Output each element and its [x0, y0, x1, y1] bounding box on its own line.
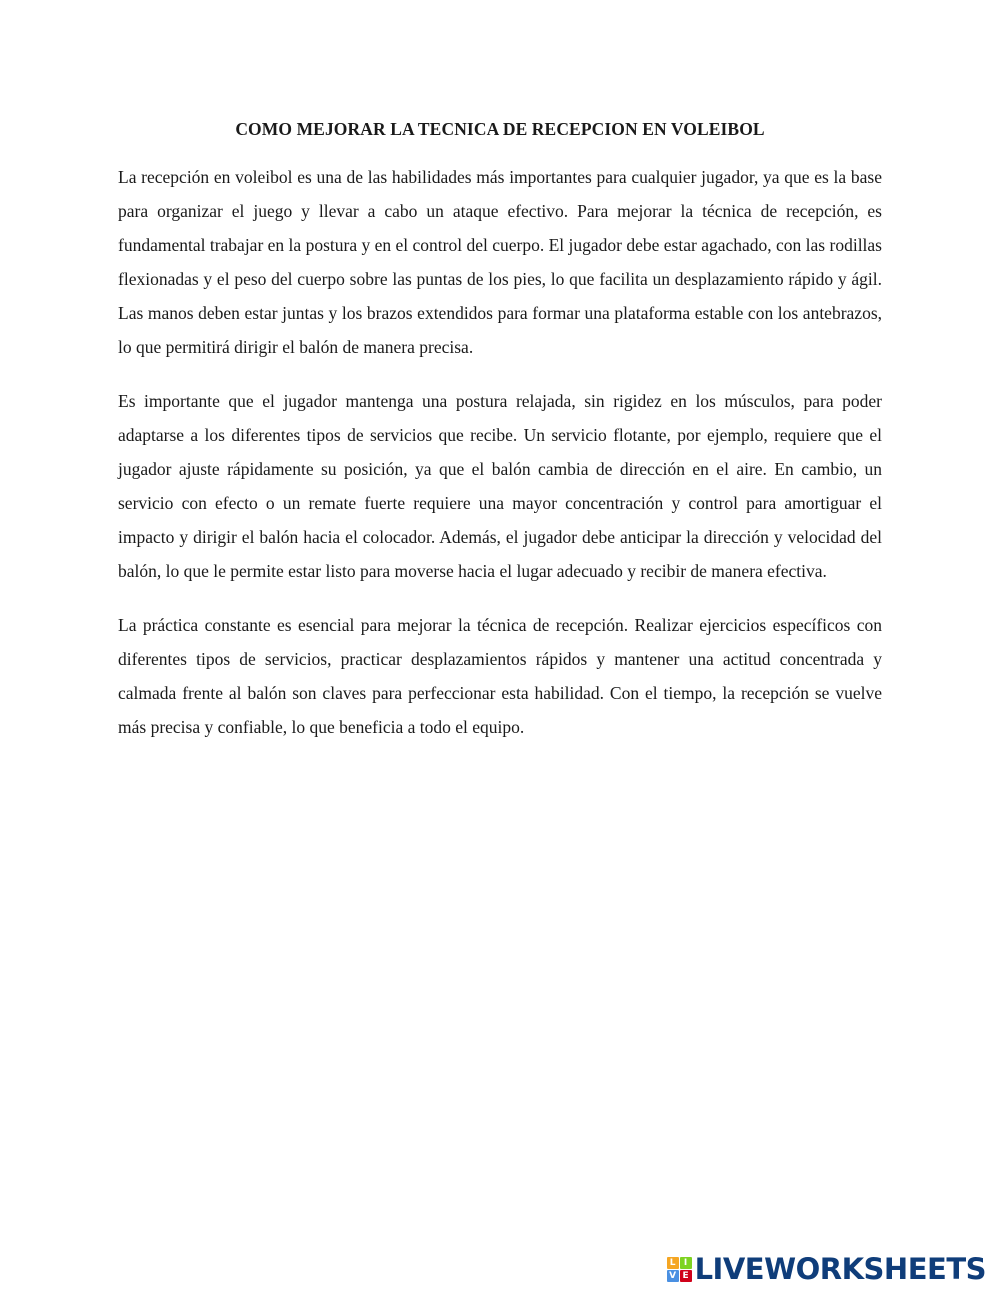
logo-text: LIVEWORKSHEETS	[694, 1252, 986, 1286]
page-title: COMO MEJORAR LA TECNICA DE RECEPCION EN VOLEIBOL	[235, 119, 765, 139]
logo-letter-l: L	[667, 1257, 679, 1269]
paragraph-2: Es importante que el jugador mantenga una postura relajada, sin rigidez en los músculos, para poder adaptarse a los diferentes tipos de servicios que recibe. Un servicio flotante, por ejemplo, requiere que el jugador ajuste rápidamente su posición, ya que el balón cambia de dirección en el aire. En cambio, un servicio con efecto o un remate fuerte requiere una mayor concentración y control para amortiguar el impacto y dirigir el balón hacia el colocador. Además, el jugador debe anticipar la dirección y velocidad del balón, lo que le permite estar listo para moverse hacia el lugar adecuado y recibir de manera efectiva.	[118, 391, 882, 581]
liveworksheets-icon	[667, 1257, 692, 1282]
document-page	[118, 112, 882, 764]
logo-letter-i: I	[680, 1257, 692, 1269]
liveworksheets-logo[interactable]	[667, 1254, 986, 1284]
logo-letter-v: V	[667, 1270, 679, 1282]
paragraph-3: La práctica constante es esencial para mejorar la técnica de recepción. Realizar ejercicios específicos con diferentes tipos de servicios, practicar desplazamientos rápidos y mantener una actitud concentrada y calmada frente al balón son claves para perfeccionar esta habilidad. Con el tiempo, la recepción se vuelve más precisa y confiable, lo que beneficia a todo el equipo.	[118, 615, 882, 737]
logo-letter-e: E	[680, 1270, 692, 1282]
paragraph-1: La recepción en voleibol es una de las habilidades más importantes para cualquier jugador, ya que es la base para organizar el juego y llevar a cabo un ataque efectivo. Para mejorar la técnica de recepción, es fundamental trabajar en la postura y en el control del cuerpo. El jugador debe estar agachado, con las rodillas flexionadas y el peso del cuerpo sobre las puntas de los pies, lo que facilita un desplazamiento rápido y ágil. Las manos deben estar juntas y los brazos extendidos para formar una plataforma estable con los antebrazos, lo que permitirá dirigir el balón de manera precisa.	[118, 167, 882, 357]
